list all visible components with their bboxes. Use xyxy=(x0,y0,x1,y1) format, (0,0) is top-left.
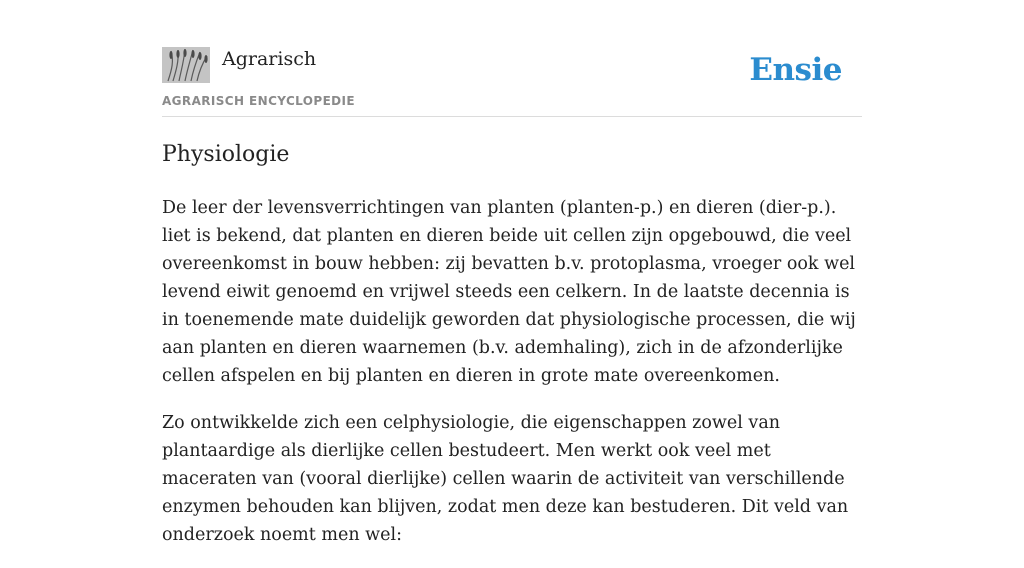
source-subtitle: AGRARISCH ENCYCLOPEDIE xyxy=(162,94,355,108)
article-paragraph: De leer der levensverrichtingen van planten (planten-p.) en dieren (dier-p.). liet is bekend, dat planten en dieren beide uit cellen zijn opgebouwd, die veel overeenkomst in bouw hebben: zij bevatten b.v. protoplasma, vroeger ook wel levend eiwit genoemd en vrijwel steeds een celkern. In de laatste decennia is in toenemende mate duidelijk geworden dat physiologische processen, die wij aan planten en dieren waarnemen (b.v. ademhaling), zich in de afzonderlijke cellen afspelen en bij planten en dieren in grote mate overeenkomen. xyxy=(162,198,856,386)
page-title: Physiologie xyxy=(162,142,290,167)
article xyxy=(162,138,862,568)
wheat-icon[interactable] xyxy=(162,47,210,83)
source-name[interactable]: Agrarisch xyxy=(222,48,317,70)
article-paragraph: Zo ontwikkelde zich een celphysiologie, die eigenschappen zowel van plantaardige als dierlijke cellen bestudeert. Men werkt ook veel met maceraten van (vooral dierlijke) cellen waarin de activiteit van verschillende enzymen behouden kan blijven, zodat men deze kan bestuderen. Dit veld van onderzoek noemt men wel: xyxy=(162,413,849,545)
brand-logo[interactable]: Ensie xyxy=(749,52,842,88)
source-header xyxy=(162,44,862,117)
